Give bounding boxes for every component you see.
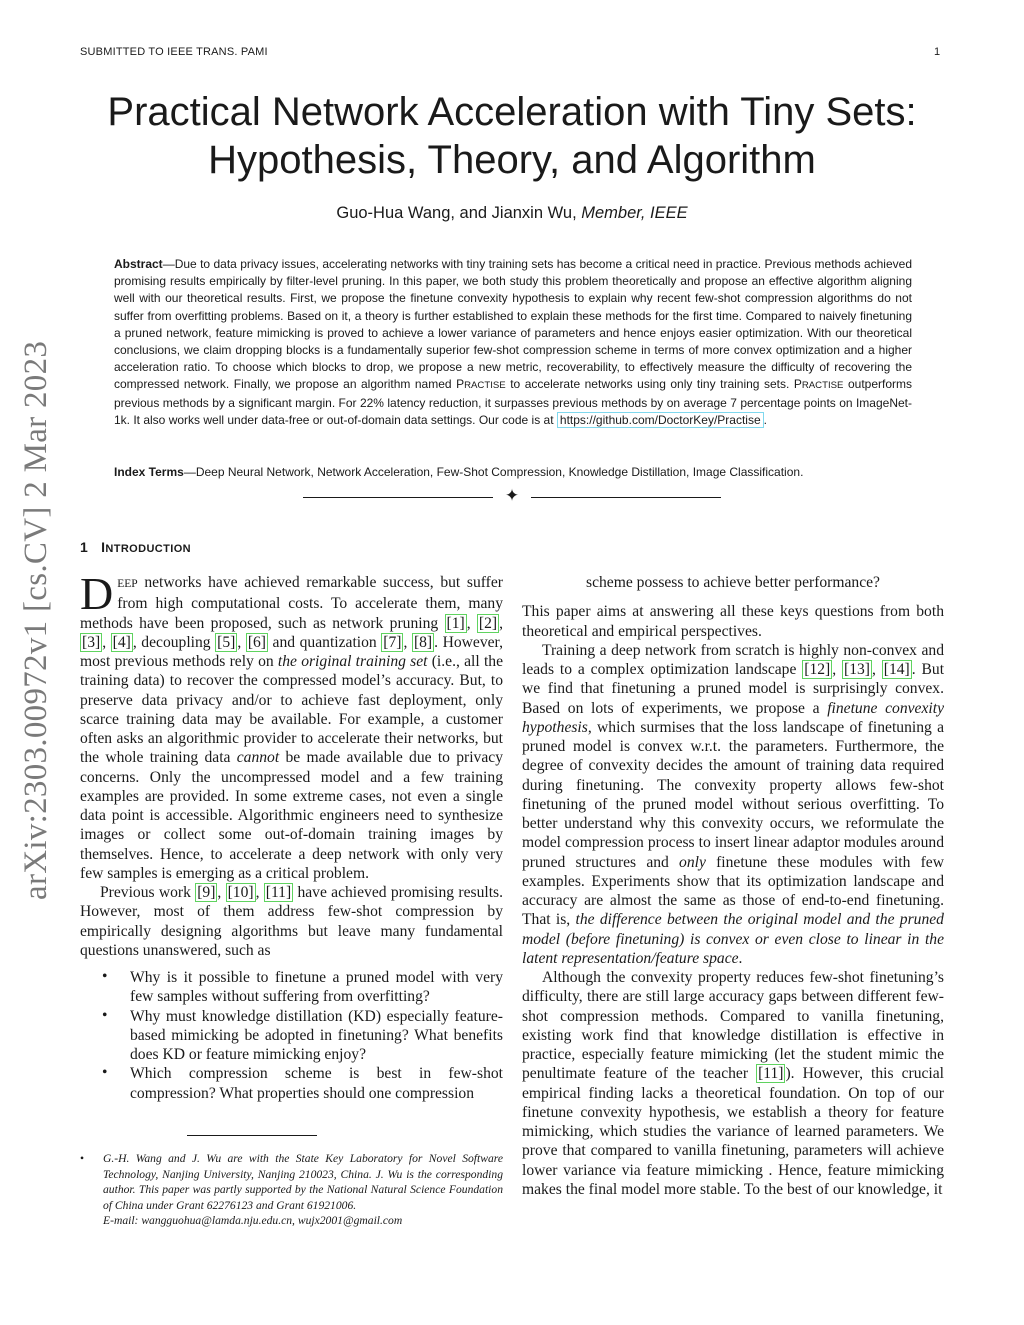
citation-link[interactable]: [12] xyxy=(804,661,831,678)
text-run: Previous work xyxy=(100,884,196,901)
emphasis-text: only xyxy=(679,853,706,871)
intro-paragraph-2: Previous work [9] , [10] , [11] have achieved promising results. However, most of them address few-shot compression by empirically designing algorithms but leave many fundamental questions unanswered, such as xyxy=(80,884,503,959)
text-run: . xyxy=(738,949,743,967)
footnote-rule xyxy=(187,1135,317,1136)
section-heading xyxy=(80,539,191,555)
citation-link[interactable]: [5] xyxy=(217,633,236,651)
title-line-1: Practical Network Acceleration with Tiny Sets: xyxy=(107,90,917,134)
right-paragraph-1: This paper aims at answering all these keys questions from both theoretical and empirical perspectives. xyxy=(522,603,944,640)
section-title-initial: I xyxy=(101,539,106,555)
citation-link[interactable]: [11] xyxy=(758,1065,784,1083)
citation-link[interactable]: [8] xyxy=(413,633,433,651)
bullet-icon: • xyxy=(102,1006,108,1024)
right-column xyxy=(522,573,944,1199)
text-run: . However, most previous methods rely on xyxy=(80,633,504,670)
emphasis-text: the difference between the original model and the pruned model (before finetuning) is convex or even close to linear in the latent representation/feature space xyxy=(522,911,944,967)
separator-rule-right xyxy=(531,497,721,498)
emphasis-text: finetune convexity hypothesis xyxy=(522,699,944,736)
text-run: Although the convexity property reduces few-shot finetuning’s difficulty, there are still large accuracy gaps between different few-shot compression methods. Compared to vanilla finetuning, existing work find that knowledge distillation is effective in practice, especially feature mimicking (let the student mimic the penultimate feature of the teacher xyxy=(522,969,944,1083)
practise-smallcaps: RACTISE xyxy=(464,380,506,392)
text-run: networks have achieved remarkable success, but suffer from high computational costs. To accelerate them, many methods have been proposed, such as network pruning xyxy=(80,574,503,632)
abstract-text: . xyxy=(763,412,767,427)
smallcaps-word: EEP xyxy=(117,578,138,590)
question-continuation: scheme possess to achieve better performance? xyxy=(586,574,880,591)
separator-star-icon: ✦ xyxy=(504,486,520,505)
citation-link[interactable]: [10] xyxy=(227,884,254,901)
list-item xyxy=(80,1064,503,1103)
citation-link[interactable]: [2] xyxy=(478,614,498,632)
citation-link[interactable]: [14] xyxy=(883,661,910,678)
citation-link[interactable]: [4] xyxy=(112,633,131,651)
abstract-text: outperforms previous methods by a significant margin. For 22% latency reduction, it surpasses previous methods by on average 7 percentage points on ImageNet-1k. It also works well under data-free or out-of-domain data settings. Our code is at xyxy=(114,377,912,427)
text-run: ). However, this crucial empirical finding lacks a theoretical foundation. On top of our finetune convexity hypothesis, we establish a theory for feature mimicking, which studies the variance of learned parameters. We prove that compared to vanilla finetuning, parameters will achieve lower variance via feature mimicking . Hence, feature mimicking makes the final model more stable. To the best of our knowledge, it xyxy=(522,1065,944,1198)
left-column xyxy=(80,568,504,1103)
paper-title xyxy=(80,88,944,184)
page-number: 1 xyxy=(934,46,941,58)
list-item-text: Which compression scheme is best in few-shot compression? What properties should one compression xyxy=(130,1065,503,1102)
footnote-text xyxy=(103,1151,503,1229)
running-header: SUBMITTED TO IEEE TRANS. PAMI xyxy=(80,46,268,58)
author-role: Member, IEEE xyxy=(581,204,688,222)
index-terms-text: —Deep Neural Network, Network Acceleration, Few-Shot Compression, Knowledge Distillation, Image Classification. xyxy=(183,465,804,479)
text-run: , decoupling xyxy=(132,633,216,651)
citation-link[interactable]: [13] xyxy=(844,661,870,678)
author-names: Guo-Hua Wang, and Jianxin Wu, xyxy=(336,204,577,222)
citation-link[interactable]: [3] xyxy=(82,633,101,651)
list-item-text: Why must knowledge distillation (KD) especially feature-based mimicking be adopted in finetuning? What benefits does KD or feature mimicking enjoy? xyxy=(130,1007,503,1063)
right-paragraph-2: Training a deep network from scratch is highly non-convex and leads to a complex optimization landscape [12] , [13] , [14] . But we find that finetuning a pruned model is surprisingly convex. Based on lots of experiments, we propose a finetune convexity hypothesis, which surmises that the loss landscape of finetuning a pruned model is convex w.r.t. the parameters. Furthermore, the degree of convexity decides the amount of training data required during finetuning. The convexity property allows few-shot finetuning of the pruned model without serious overfitting. To better understand why this convexity occurs, we reformulate the model compression process to insert linear adaptor modules around pruned structures and only finetune these modules with few examples. Experiments show that its optimization landscape and accuracy are almost the same as those of end-to-end finetuning. That is, the difference between the original model and the pruned model (before finetuning) is convex or even close to linear in the latent representation/feature space. xyxy=(522,641,945,967)
right-paragraph-3 xyxy=(522,968,944,1199)
drop-cap: D xyxy=(80,568,114,619)
abstract xyxy=(114,256,912,429)
text-run: and quantization xyxy=(268,633,382,651)
index-terms xyxy=(114,465,912,479)
citation-link[interactable]: [7] xyxy=(383,633,402,651)
emphasis-text: the original training set xyxy=(277,653,428,670)
practise-smallcaps: RACTISE xyxy=(801,380,844,392)
citation-link[interactable]: [11] xyxy=(265,884,292,901)
abstract-text: to accelerate networks using only tiny training sets. P xyxy=(505,377,802,392)
footnote-email: E-mail: wangguohua@lamda.nju.edu.cn, wujx2001@gmail.com xyxy=(103,1214,403,1228)
list-item xyxy=(80,1007,503,1065)
section-title-rest: NTRODUCTION xyxy=(105,543,192,555)
separator-rule-left xyxy=(303,497,493,498)
emphasis-text: cannot xyxy=(236,749,280,767)
code-link[interactable]: https://github.com/DoctorKey/Practise xyxy=(557,412,764,428)
list-item-text: Why is it possible to finetune a pruned model with very few samples without suffering from overfitting? xyxy=(130,969,503,1006)
abstract-text: —Due to data privacy issues, accelerating networks with tiny training sets has become a critical need in practice. Previous methods achieved promising results empirically by filter-level pruning. In this paper, we both study this problem theoretically and propose an effective algorithm aligning well with our theoretical results. First, we propose the finetune convexity hypothesis to explain why recent few-shot compression algorithms do not suffer from overfitting problems. Based on it, a theory is further established to explain these methods for the first time. Compared to naively finetuning a pruned network, feature mimicking is proved to achieve a lower variance of parameters and hence enjoys easier optimization. With our theoretical conclusions, we claim dropping blocks is a fundamentally superior few-shot compression scheme in terms of more convex optimization and a higher acceleration ratio. To choose which blocks to drop, we propose a new metric, recoverability, to effectively measure the difficulty of recovering the compressed network. Finally, we propose an algorithm named P xyxy=(114,257,912,392)
text-run: , which surmises that the loss landscape of finetuning a pruned model is convex w.r.t. the parameters. Furthermore, the degree of convexity decides the amount of training data required during finetuning. The convexity property allows few-shot finetuning of the pruned model without serious overfitting. To better understand why this convexity occurs, we reformulate the model compression process to insert linear adaptor modules around pruned structures and xyxy=(522,718,944,871)
footnote xyxy=(80,1151,503,1229)
citation-link[interactable]: [1] xyxy=(446,614,465,632)
text-run: . But we find that finetuning a pruned model is surprisingly convex. Based on lots of experiments, we propose a xyxy=(522,661,945,717)
footnote-affiliation: G.-H. Wang and J. Wu are with the State Key Laboratory for Novel Software Technology, Nanjing University, Nanjing 210023, China. J. Wu is the corresponding author. This paper was partly supported by the National Natural Science Foundation of China under Grant 62276123 and Grant 61921006. xyxy=(103,1152,503,1212)
arxiv-stamp: arXiv:2303.00972v1 [cs.CV] 2 Mar 2023 xyxy=(18,340,54,900)
title-line-2: Hypothesis, Theory, and Algorithm xyxy=(208,138,816,182)
intro-paragraph-1: DEEP networks have achieved remarkable success, but suffer from high computational costs. To accelerate them, many methods have been proposed, such as network pruning [1] , [2] , [3] , [4] , decoupling [5] , [6] and quantization [7] , [8] . However, most previous methods rely on the original training set (i.e., all the training data) to recover the compressed model’s accuracy. But, to preserve data privacy and/or to achieve fast deployment, only scarce training data may be available. For example, a customer often asks an algorithmic provider to accelerate their networks, but the whole training data cannot be made available due to privacy concerns. Only the uncompressed model and a few training examples are provided. In some extreme cases, not even a single data point is accessible. Algorithmic engineers need to synthesize images or collect some out-of-domain training images by themselves. Hence, to accelerate a deep network with only very few samples is emerging as a critical problem. xyxy=(80,568,504,882)
bullet-icon: • xyxy=(80,1152,85,1165)
citation-link[interactable]: [9] xyxy=(197,884,216,901)
text-run: (i.e., all the training data) to recover the compressed model’s accuracy. But, to preserve data privacy and/or to achieve fast deployment, only scarce training data may be available. For example, a customer often asks an algorithmic provider to accelerate their networks, but the whole training data xyxy=(80,653,503,767)
abstract-label: Abstract xyxy=(114,257,163,271)
bullet-icon: • xyxy=(102,968,108,985)
text-run: be made available due to privacy concerns. Only the uncompressed model and a few training examples are provided. In some extreme cases, not even a single data point is accessible. Algorithmic engineers need to synthesize images or collect some out-of-domain training images by themselves. Hence, to accelerate a deep network with only very few samples is emerging as a critical problem. xyxy=(80,749,503,882)
index-terms-label: Index Terms xyxy=(114,465,184,479)
text-run: have achieved promising results. However, most of them address few-shot compression by empirically designing algorithms but leave many fundamental questions unanswered, such as xyxy=(80,884,503,959)
citation-link[interactable]: [6] xyxy=(247,633,266,651)
section-number: 1 xyxy=(80,539,89,555)
bullet-icon: • xyxy=(102,1064,108,1082)
list-item xyxy=(80,968,503,1007)
text-run: finetune these modules with few examples. Experiments show that its optimization landscape and accuracy are almost the same as those of end-to-end finetuning. That is, xyxy=(522,853,944,929)
text-run: Training a deep network from scratch is highly non-convex and leads to a complex optimization landscape xyxy=(522,641,944,678)
author-line xyxy=(80,204,944,223)
question-list xyxy=(80,968,503,1103)
